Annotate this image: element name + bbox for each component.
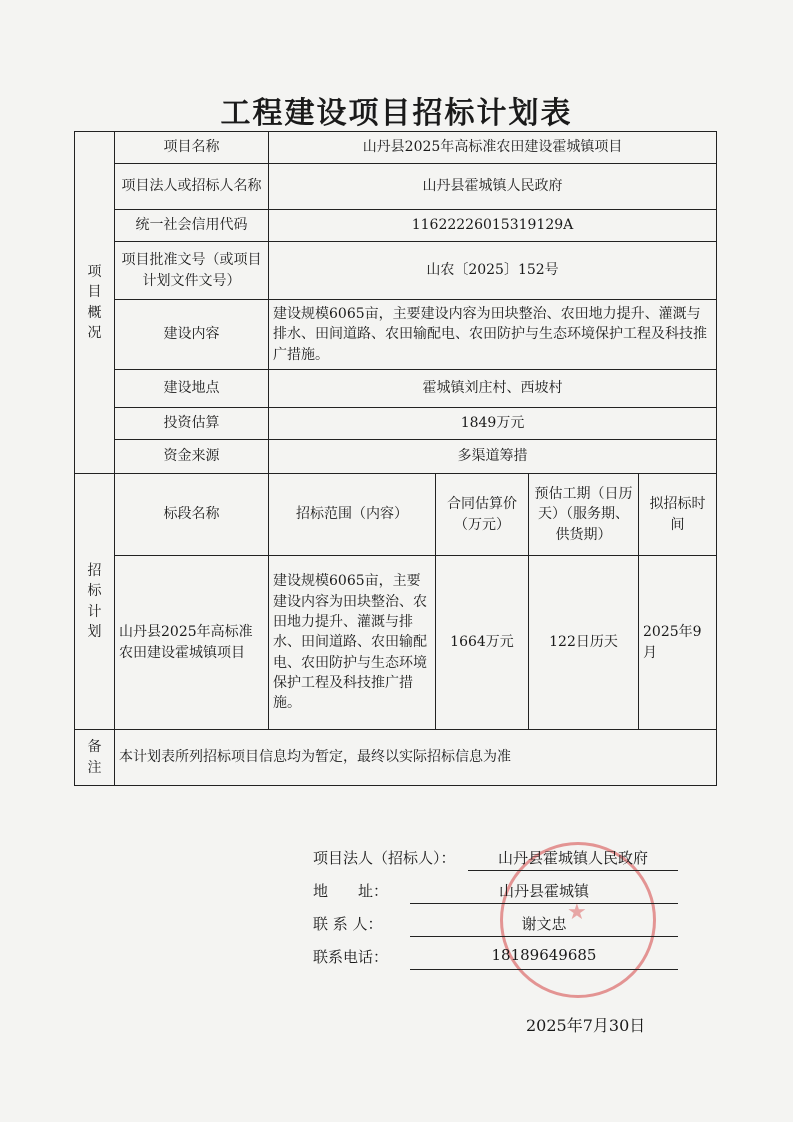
phone-value: 18189649685 <box>491 946 597 964</box>
scope-cell: 建设规模6065亩，主要建设内容为田块整治、农田地力提升、灌溉与排水、田间道路、农田输配电、农田防护与生态环境保护工程及科技推广措施。 <box>269 556 436 730</box>
table-row <box>75 730 717 786</box>
column-header: 招标范围（内容） <box>269 474 436 556</box>
column-header: 合同估算价（万元） <box>436 474 529 556</box>
row-label: 项目法人或招标人名称 <box>115 164 269 210</box>
row-value: 山丹县霍城镇人民政府 <box>269 164 717 210</box>
row-label: 项目批准文号（或项目计划文件文号） <box>115 242 269 300</box>
time-cell: 2025年9月 <box>639 556 717 730</box>
row-label: 建设地点 <box>115 370 269 408</box>
row-label: 建设内容 <box>115 300 269 370</box>
table-row <box>75 556 717 730</box>
contact-label: 联 系 人： <box>313 915 383 933</box>
table-row <box>75 370 717 408</box>
overview-section-label: 项 目 概 况 <box>75 132 115 474</box>
row-label: 统一社会信用代码 <box>115 210 269 242</box>
signing-date: 2025年7月30日 <box>526 1016 646 1035</box>
phone-label: 联系电话： <box>313 948 389 966</box>
row-label: 投资估算 <box>115 408 269 440</box>
remarks-label: 备 注 <box>75 730 115 786</box>
row-label: 资金来源 <box>115 440 269 474</box>
row-value: 11622226015319129A <box>269 210 717 242</box>
table-row <box>75 474 717 556</box>
table-row <box>75 132 717 164</box>
column-header: 标段名称 <box>115 474 269 556</box>
legal-person-value: 山丹县霍城镇人民政府 <box>497 849 648 867</box>
row-value: 山农〔2025〕152号 <box>269 242 717 300</box>
row-label: 项目名称 <box>115 132 269 164</box>
address-label: 地 址： <box>313 882 389 900</box>
column-header: 拟招标时间 <box>639 474 717 556</box>
contact-value: 谢文忠 <box>521 915 567 933</box>
table-row <box>75 210 717 242</box>
table-row <box>75 300 717 370</box>
period-cell: 122日历天 <box>529 556 639 730</box>
row-value: 山丹县2025年高标准农田建设霍城镇项目 <box>269 132 717 164</box>
address-value: 山丹县霍城镇 <box>498 882 589 900</box>
phone-underline <box>410 969 678 970</box>
table-row <box>75 242 717 300</box>
section-name-cell: 山丹县2025年高标准农田建设霍城镇项目 <box>115 556 269 730</box>
legal-person-underline <box>468 870 678 871</box>
row-value: 1849万元 <box>269 408 717 440</box>
remarks-text: 本计划表所列招标项目信息均为暂定，最终以实际招标信息为准 <box>115 730 717 786</box>
document-title: 工程建设项目招标计划表 <box>220 96 573 131</box>
seal-star-icon: ★ <box>567 900 587 925</box>
price-cell: 1664万元 <box>436 556 529 730</box>
row-value: 多渠道筹措 <box>269 440 717 474</box>
contact-underline <box>410 936 678 937</box>
table-row <box>75 440 717 474</box>
address-underline <box>410 903 678 904</box>
bidding-plan-table <box>74 131 717 786</box>
table-row <box>75 164 717 210</box>
row-value: 建设规模6065亩，主要建设内容为田块整治、农田地力提升、灌溉与排水、田间道路、农田输配电、农田防护与生态环境保护工程及科技推广措施。 <box>269 300 717 370</box>
table-row <box>75 408 717 440</box>
bidding-section-label: 招 标 计 划 <box>75 474 115 730</box>
legal-person-label: 项目法人（招标人）： <box>313 849 456 867</box>
column-header: 预估工期（日历天）（服务期、供货期） <box>529 474 639 556</box>
row-value: 霍城镇刘庄村、西坡村 <box>269 370 717 408</box>
